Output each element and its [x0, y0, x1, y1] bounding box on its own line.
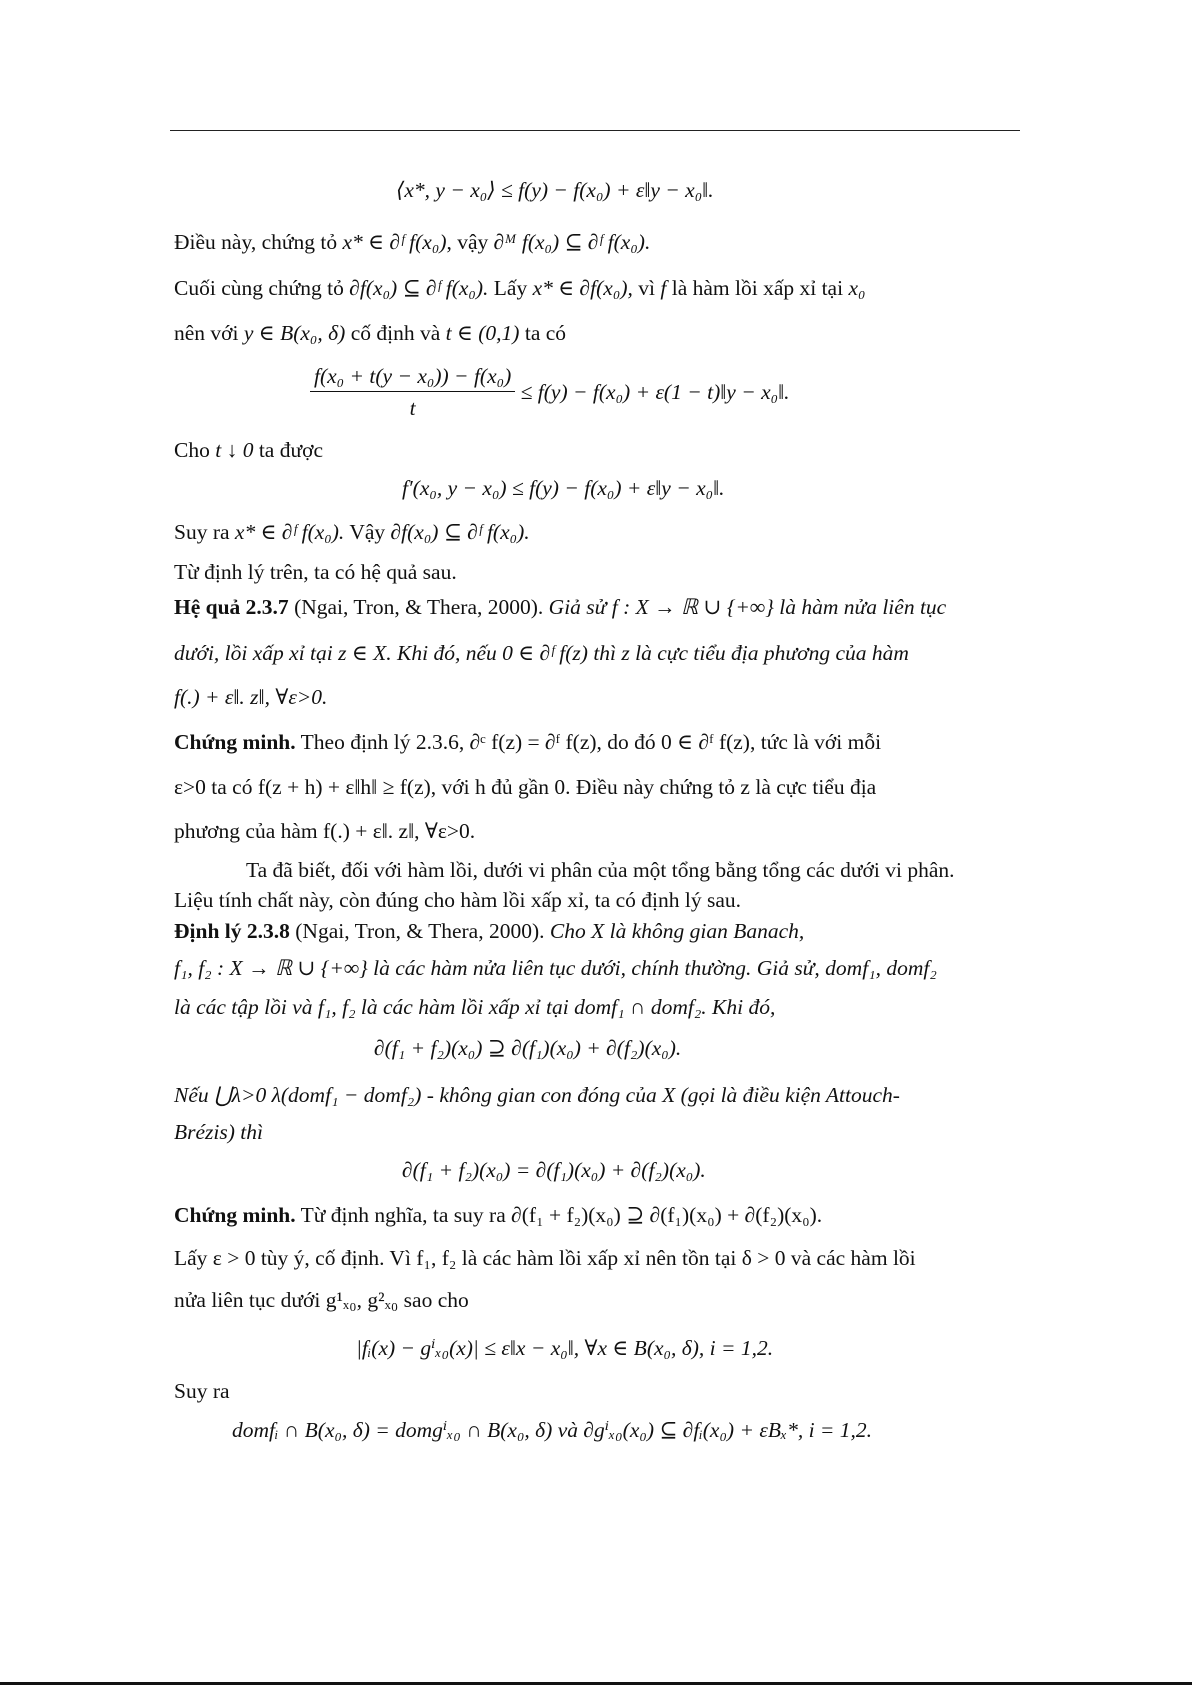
equation-1: ⟨x*, y − x₀⟩ ≤ f(y) − f(x₀) + ε‖y − x₀‖. — [396, 178, 714, 202]
theorem-equation: ∂(f₁ + f₂)(x₀) ⊇ ∂(f₁)(x₀) + ∂(f₂)(x₀). — [374, 1036, 682, 1060]
theorem-line: Brézis) thì — [174, 1120, 263, 1144]
proof-line: phương của hàm f(.) + ε‖. z‖, ∀ε>0. — [174, 819, 476, 843]
paragraph-line: Ta đã biết, đối với hàm lồi, dưới vi phân của một tổng bằng tổng các dưới vi phân. — [246, 858, 955, 882]
theorem-heading: Định lý 2.3.8 (Ngai, Tron, & Thera, 2000). Cho X là không gian Banach, — [174, 919, 805, 943]
theorem-line: Nếu ⋃λ>0 λ(domf₁ − domf₂) - không gian con đóng của X (gọi là điều kiện Attouch- — [174, 1083, 900, 1107]
corollary-heading: Hệ quả 2.3.7 (Ngai, Tron, & Thera, 2000). Giả sử f : X → ℝ ∪ {+∞} là hàm nửa liên tục — [174, 595, 947, 619]
proof-line: nửa liên tục dưới g¹ₓ₀, g²ₓ₀ sao cho — [174, 1288, 469, 1312]
text-line: Từ định lý trên, ta có hệ quả sau. — [174, 560, 457, 584]
text-line: Cuối cùng chứng tỏ ∂f(x₀) ⊆ ∂ᶠ f(x₀). Lấy x* ∈ ∂f(x₀), vì f là hàm lồi xấp xỉ tại x₀ — [174, 276, 866, 300]
theorem-line: f₁, f₂ : X → ℝ ∪ {+∞} là các hàm nửa liên tục dưới, chính thường. Giả sử, domf₁, domf₂ — [174, 956, 937, 980]
text-line: Suy ra x* ∈ ∂ᶠ f(x₀). Vậy ∂f(x₀) ⊆ ∂ᶠ f(x₀). — [174, 520, 530, 544]
header-rule — [170, 130, 1020, 131]
text-line: Điều này, chứng tỏ x* ∈ ∂ᶠ f(x₀), vậy ∂ᴹ f(x₀) ⊆ ∂ᶠ f(x₀). — [174, 230, 651, 254]
theorem-line: là các tập lồi và f₁, f₂ là các hàm lồi xấp xỉ tại domf₁ ∩ domf₂. Khi đó, — [174, 995, 776, 1019]
text-line: Cho t ↓ 0 ta được — [174, 438, 324, 462]
equation-2: $\frac{\text{f(x₀ + t(y − x₀)) − f(x₀)}}{t}$ ≤ f(y) − f(x₀) + ε(1 − t)‖y − x₀‖. — [310, 366, 790, 419]
equation-3: f′(x₀, y − x₀) ≤ f(y) − f(x₀) + ε‖y − x₀‖. — [402, 476, 725, 500]
proof-equation: domfᵢ ∩ B(x₀, δ) = domgⁱₓ₀ ∩ B(x₀, δ) và ∂gⁱₓ₀(x₀) ⊆ ∂fᵢ(x₀) + εBₓ*, i = 1,2. — [232, 1418, 873, 1442]
theorem-equation: ∂(f₁ + f₂)(x₀) = ∂(f₁)(x₀) + ∂(f₂)(x₀). — [402, 1158, 706, 1182]
proof-line: Suy ra — [174, 1379, 230, 1403]
proof-line: Chứng minh. Theo định lý 2.3.6, ∂ᶜ f(z) = ∂ᶠ f(z), do đó 0 ∈ ∂ᶠ f(z), tức là với mỗi — [174, 730, 882, 754]
paragraph-line: Liệu tính chất này, còn đúng cho hàm lồi xấp xỉ, ta có định lý sau. — [174, 888, 742, 912]
proof-line: Chứng minh. Từ định nghĩa, ta suy ra ∂(f₁ + f₂)(x₀) ⊇ ∂(f₁)(x₀) + ∂(f₂)(x₀). — [174, 1203, 823, 1227]
corollary-line: dưới, lồi xấp xỉ tại z ∈ X. Khi đó, nếu 0 ∈ ∂ᶠ f(z) thì z là cực tiểu địa phương của hàm — [174, 641, 909, 665]
text-line: nên với y ∈ B(x₀, δ) cố định và t ∈ (0,1) ta có — [174, 321, 567, 345]
fraction: $\frac{\text{f(x₀ + t(y − x₀)) − f(x₀)}}{t}$ — [310, 366, 515, 419]
proof-line: ε>0 ta có f(z + h) + ε‖h‖ ≥ f(z), với h đủ gần 0. Điều này chứng tỏ z là cực tiểu địa — [174, 775, 877, 799]
corollary-line: f(.) + ε‖. z‖, ∀ε>0. — [174, 685, 328, 709]
proof-equation: |fᵢ(x) − gⁱₓ₀(x)| ≤ ε‖x − x₀‖, ∀x ∈ B(x₀, δ), i = 1,2. — [356, 1336, 774, 1360]
proof-line: Lấy ε > 0 tùy ý, cố định. Vì f₁, f₂ là các hàm lồi xấp xỉ nên tồn tại δ > 0 và các hàm lồi — [174, 1246, 916, 1270]
